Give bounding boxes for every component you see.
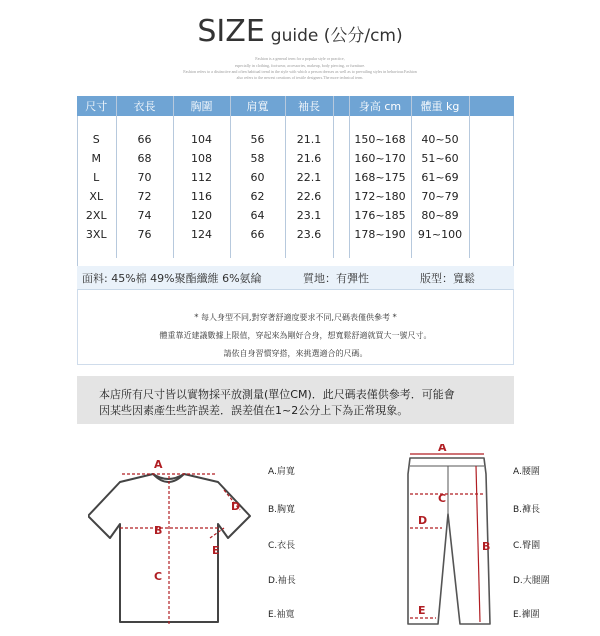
table-cell: 120 — [173, 206, 230, 225]
marker-c: C — [154, 570, 163, 583]
marker-e: E — [212, 544, 220, 557]
table-cell: 70~79 — [411, 187, 469, 206]
table-row — [77, 225, 514, 244]
pants-marker-a: A — [438, 444, 447, 454]
table-cell: 168~175 — [349, 168, 411, 187]
size-table — [77, 96, 514, 258]
table-cell — [333, 149, 349, 168]
table-cell: 3XL — [77, 225, 116, 244]
table-cell: 160~170 — [349, 149, 411, 168]
pants-marker-b: B — [482, 540, 491, 553]
material-texture: 質地：有彈性 — [303, 272, 369, 285]
material-fabric: 面料: 45%棉 49%聚酯纖維 6%氨綸 — [82, 272, 262, 285]
header-sleeve: 袖長 — [285, 96, 333, 116]
table-row — [77, 206, 514, 225]
pants-label-b: B.褲長 — [513, 505, 541, 515]
title-main: SIZE — [197, 14, 265, 49]
table-cell — [469, 130, 514, 149]
table-cell: S — [77, 130, 116, 149]
title-sub: guide (公分/cm) — [270, 26, 403, 46]
table-row — [77, 149, 514, 168]
disclaimer-line2: 因某些因素產生些許誤差．誤差值在1~2公分上下為正常現象。 — [99, 404, 409, 417]
table-cell: 51~60 — [411, 149, 469, 168]
table-cell: 40~50 — [411, 130, 469, 149]
pants-marker-d: D — [418, 514, 428, 527]
header-empty — [333, 96, 349, 116]
table-cell: 22.6 — [285, 187, 333, 206]
disclaimer-line1: 本店所有尺寸皆以實物採平放測量(單位CM)．此尺碼表僅供參考．可能會 — [99, 388, 455, 401]
pants-diagram — [398, 444, 508, 634]
table-cell: 172~180 — [349, 187, 411, 206]
table-cell: 176~185 — [349, 206, 411, 225]
note-line1: * 每人身型不同,對穿著舒適度要求不同,尺碼表僅供參考 * — [194, 313, 397, 322]
pants-label-e: E.褲圍 — [513, 610, 540, 620]
header-weight: 體重 kg — [411, 96, 469, 116]
table-cell — [469, 187, 514, 206]
pants-label-c: C.臀圍 — [513, 541, 541, 551]
table-cell — [469, 168, 514, 187]
table-cell: 150~168 — [349, 130, 411, 149]
header-extra — [469, 96, 514, 116]
header-height: 身高 cm — [349, 96, 411, 116]
table-row — [77, 130, 514, 149]
table-cell: 70 — [116, 168, 173, 187]
marker-b: B — [154, 524, 163, 537]
tagline-line2: especially in clothing, footwear, accessories, makeup, body piercing, or furniture. — [234, 63, 366, 68]
tagline-line3: Fashion refers to a distinctive and often habitual trend in the style with which a person dresses as well as to prevailing styles in behaviour.Fashion — [183, 69, 417, 74]
tagline-line1: Fashion is a general term for a popular style or practice, — [255, 56, 345, 61]
header-shoulder: 肩寬 — [230, 96, 285, 116]
table-cell: 112 — [173, 168, 230, 187]
note-line3: 請依自身習慣穿搭，來挑選適合的尺碼。 — [223, 349, 368, 358]
table-cell: 116 — [173, 187, 230, 206]
table-cell: 64 — [230, 206, 285, 225]
table-cell: 76 — [116, 225, 173, 244]
table-cell: 91~100 — [411, 225, 469, 244]
table-cell — [333, 225, 349, 244]
table-cell: 66 — [230, 225, 285, 244]
table-cell: 124 — [173, 225, 230, 244]
shirt-label-c: C.衣長 — [268, 541, 296, 551]
header-size: 尺寸 — [77, 96, 116, 116]
material-row — [77, 266, 514, 290]
table-cell — [469, 225, 514, 244]
table-cell: 178~190 — [349, 225, 411, 244]
table-cell: 60 — [230, 168, 285, 187]
marker-a: A — [154, 458, 163, 471]
table-row-blank — [77, 244, 514, 258]
table-cell: 58 — [230, 149, 285, 168]
marker-d: D — [231, 500, 241, 513]
header-chest: 胸圍 — [173, 96, 230, 116]
table-cell: 72 — [116, 187, 173, 206]
table-cell: 104 — [173, 130, 230, 149]
pants-marker-c: C — [438, 492, 447, 505]
table-cell: 21.6 — [285, 149, 333, 168]
table-row — [77, 168, 514, 187]
table-cell — [333, 168, 349, 187]
pants-marker-e: E — [418, 604, 426, 617]
table-cell: 61~69 — [411, 168, 469, 187]
table-cell: 68 — [116, 149, 173, 168]
shirt-label-a: A.肩寬 — [268, 467, 295, 477]
table-cell: M — [77, 149, 116, 168]
table-cell: 23.6 — [285, 225, 333, 244]
table-cell: XL — [77, 187, 116, 206]
table-cell: 56 — [230, 130, 285, 149]
table-cell — [469, 149, 514, 168]
table-cell — [469, 206, 514, 225]
measurement-disclaimer — [77, 376, 514, 424]
table-header-row — [77, 96, 514, 116]
shirt-label-b: B.胸寬 — [268, 505, 296, 515]
pants-label-a: A.腰圍 — [513, 467, 540, 477]
table-cell: L — [77, 168, 116, 187]
table-cell: 21.1 — [285, 130, 333, 149]
tagline-line4: also refers to the newest creations of textile designers.The more technical term. — [236, 75, 364, 80]
table-cell: 66 — [116, 130, 173, 149]
note-line2: 體重靠近建議數據上限值，穿起來為剛好合身，想寬鬆舒適就買大一號尺寸。 — [159, 331, 432, 340]
header-length: 衣長 — [116, 96, 173, 116]
shirt-label-e: E.袖寬 — [268, 610, 295, 620]
table-cell — [333, 130, 349, 149]
pants-label-d: D.大腿圍 — [513, 576, 550, 586]
table-cell — [333, 206, 349, 225]
table-cell: 22.1 — [285, 168, 333, 187]
tshirt-diagram — [88, 452, 258, 632]
shirt-label-d: D.袖長 — [268, 576, 296, 586]
table-cell: 74 — [116, 206, 173, 225]
table-row — [77, 187, 514, 206]
table-cell: 108 — [173, 149, 230, 168]
table-cell: 2XL — [77, 206, 116, 225]
table-row-blank — [77, 116, 514, 130]
table-cell — [333, 187, 349, 206]
table-cell: 62 — [230, 187, 285, 206]
table-cell: 23.1 — [285, 206, 333, 225]
table-cell: 80~89 — [411, 206, 469, 225]
size-guide-title — [0, 14, 600, 49]
material-fit: 版型：寬鬆 — [420, 272, 475, 285]
